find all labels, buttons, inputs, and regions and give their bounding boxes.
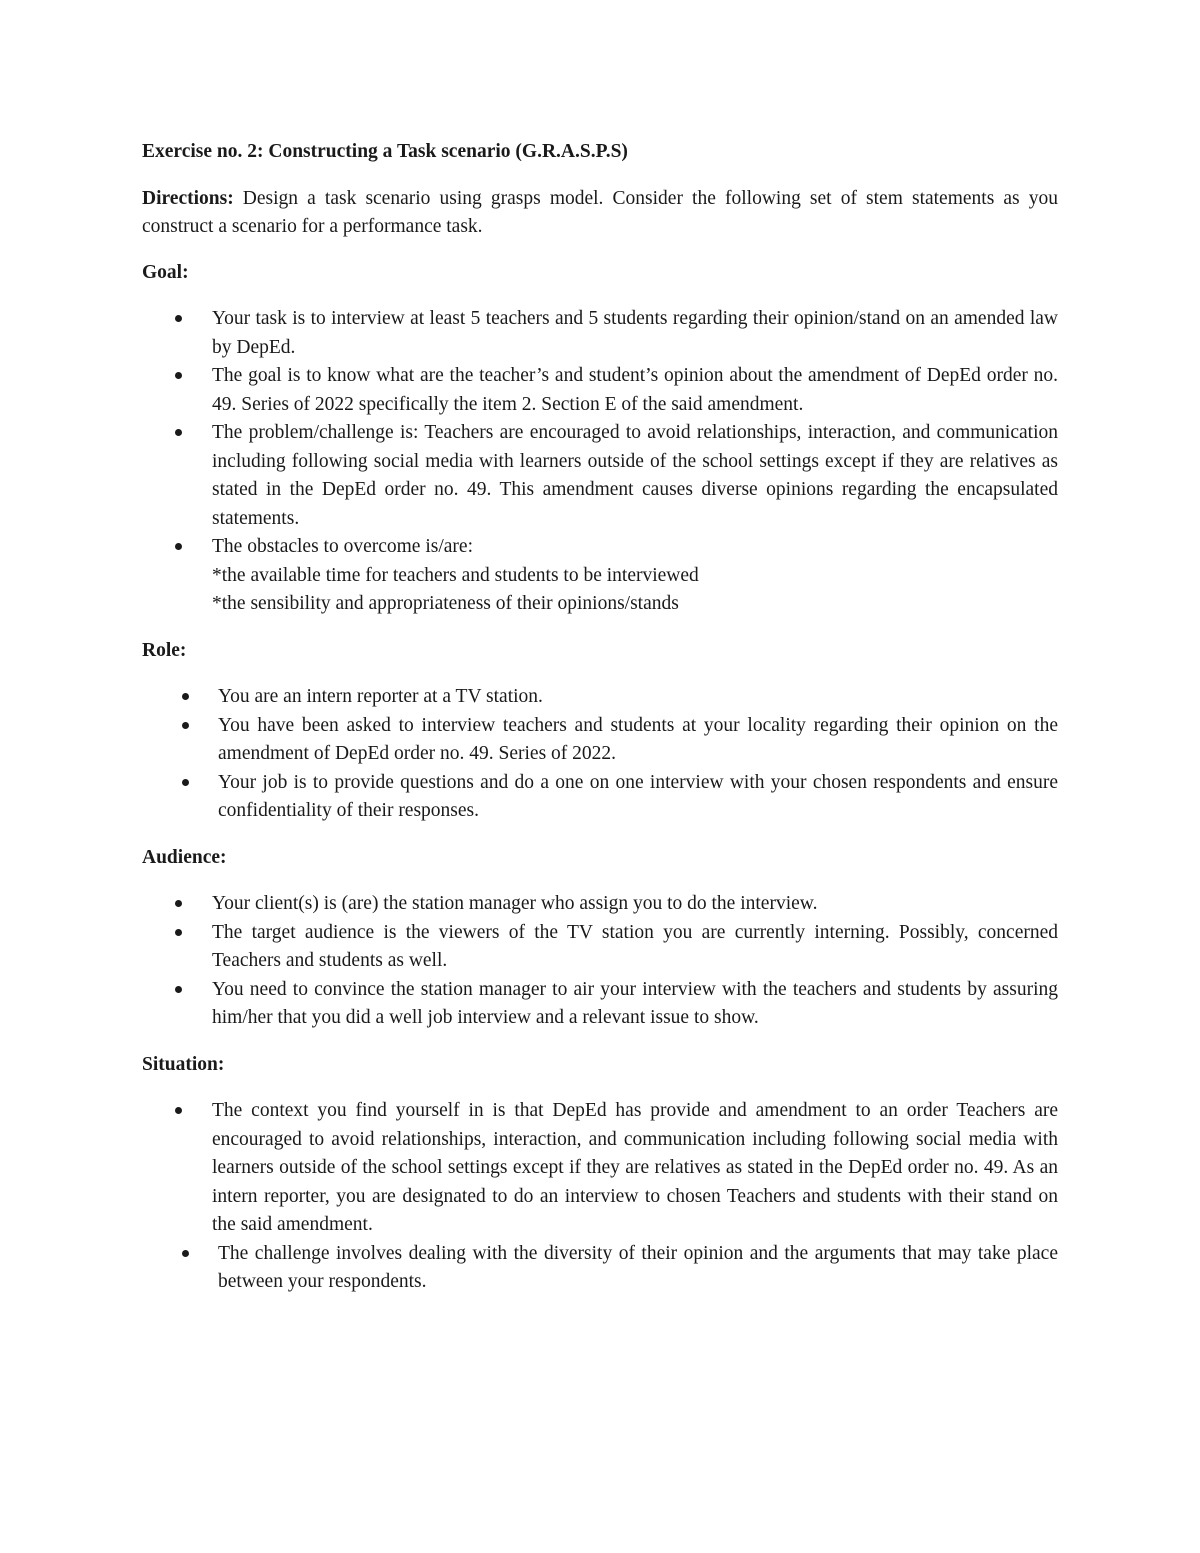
list-item: The problem/challenge is: Teachers are encouraged to avoid relationships, interaction, and communication including following social media with learners outside of the school settings except if they are relatives as stated in the DepEd order no. 49. This amendment causes diverse opinions regarding the encapsulated statements.: [142, 419, 1058, 533]
list-item: Your client(s) is (are) the station manager who assign you to do the interview.: [142, 890, 1058, 919]
bullet-icon: [175, 1107, 182, 1114]
role-list: [142, 683, 1058, 826]
list-item: You have been asked to interview teachers and students at your locality regarding their opinion on the amendment of DepEd order no. 49. Series of 2022.: [142, 712, 1058, 769]
role-heading: Role:: [142, 639, 187, 661]
list-item: The target audience is the viewers of the TV station you are currently interning. Possibly, concerned Teachers and students as well.: [142, 919, 1058, 976]
obstacle-line: *the available time for teachers and students to be interviewed: [212, 564, 699, 586]
directions-text: Design a task scenario using grasps model. Consider the following set of stem statements as you construct a scenario for a performance task.: [142, 187, 1058, 237]
obstacle-line: *the sensibility and appropriateness of their opinions/stands: [212, 593, 679, 614]
bullet-icon: [175, 929, 182, 936]
situation-list: [142, 1097, 1058, 1297]
bullet-icon: [175, 372, 182, 379]
list-item: Your job is to provide questions and do a one on one interview with your chosen respondents and ensure confidentiality of their responses.: [142, 769, 1058, 826]
situation-heading: Situation:: [142, 1053, 225, 1075]
bullet-icon: [175, 429, 182, 436]
directions-paragraph: [142, 185, 1058, 242]
document-page: [142, 138, 1058, 1315]
audience-list: [142, 890, 1058, 1033]
obstacles-intro: The obstacles to overcome is/are:: [212, 536, 473, 557]
list-item: You are an intern reporter at a TV station.: [142, 683, 1058, 712]
bullet-icon: [175, 986, 182, 993]
list-item: The challenge involves dealing with the diversity of their opinion and the arguments that may take place between your respondents.: [142, 1240, 1058, 1297]
directions-label: Directions:: [142, 187, 234, 209]
bullet-icon: [182, 693, 189, 700]
list-item: Your task is to interview at least 5 teachers and 5 students regarding their opinion/stand on an amended law by DepEd.: [142, 305, 1058, 362]
goal-list: [142, 305, 1058, 619]
bullet-icon: [175, 543, 182, 550]
list-item: The goal is to know what are the teacher’s and student’s opinion about the amendment of DepEd order no. 49. Series of 2022 specifically the item 2. Section E of the said amendment.: [142, 362, 1058, 419]
audience-heading: Audience:: [142, 846, 227, 868]
bullet-icon: [182, 722, 189, 729]
bullet-icon: [175, 315, 182, 322]
goal-heading: Goal:: [142, 261, 189, 283]
list-item: [142, 533, 1058, 619]
bullet-icon: [182, 779, 189, 786]
list-item: You need to convince the station manager to air your interview with the teachers and students by assuring him/her that you did a well job interview and a relevant issue to show.: [142, 976, 1058, 1033]
exercise-title: Exercise no. 2: Constructing a Task scenario (G.R.A.S.P.S): [142, 141, 628, 162]
list-item: The context you find yourself in is that DepEd has provide and amendment to an order Teachers are encouraged to avoid relationships, interaction, and communication including following social media with learners outside of the school settings except if they are relatives as stated in the DepEd order no. 49. As an intern reporter, you are designated to do an interview to chosen Teachers and students with their stand on the said amendment.: [142, 1097, 1058, 1240]
bullet-icon: [175, 900, 182, 907]
bullet-icon: [182, 1250, 189, 1257]
